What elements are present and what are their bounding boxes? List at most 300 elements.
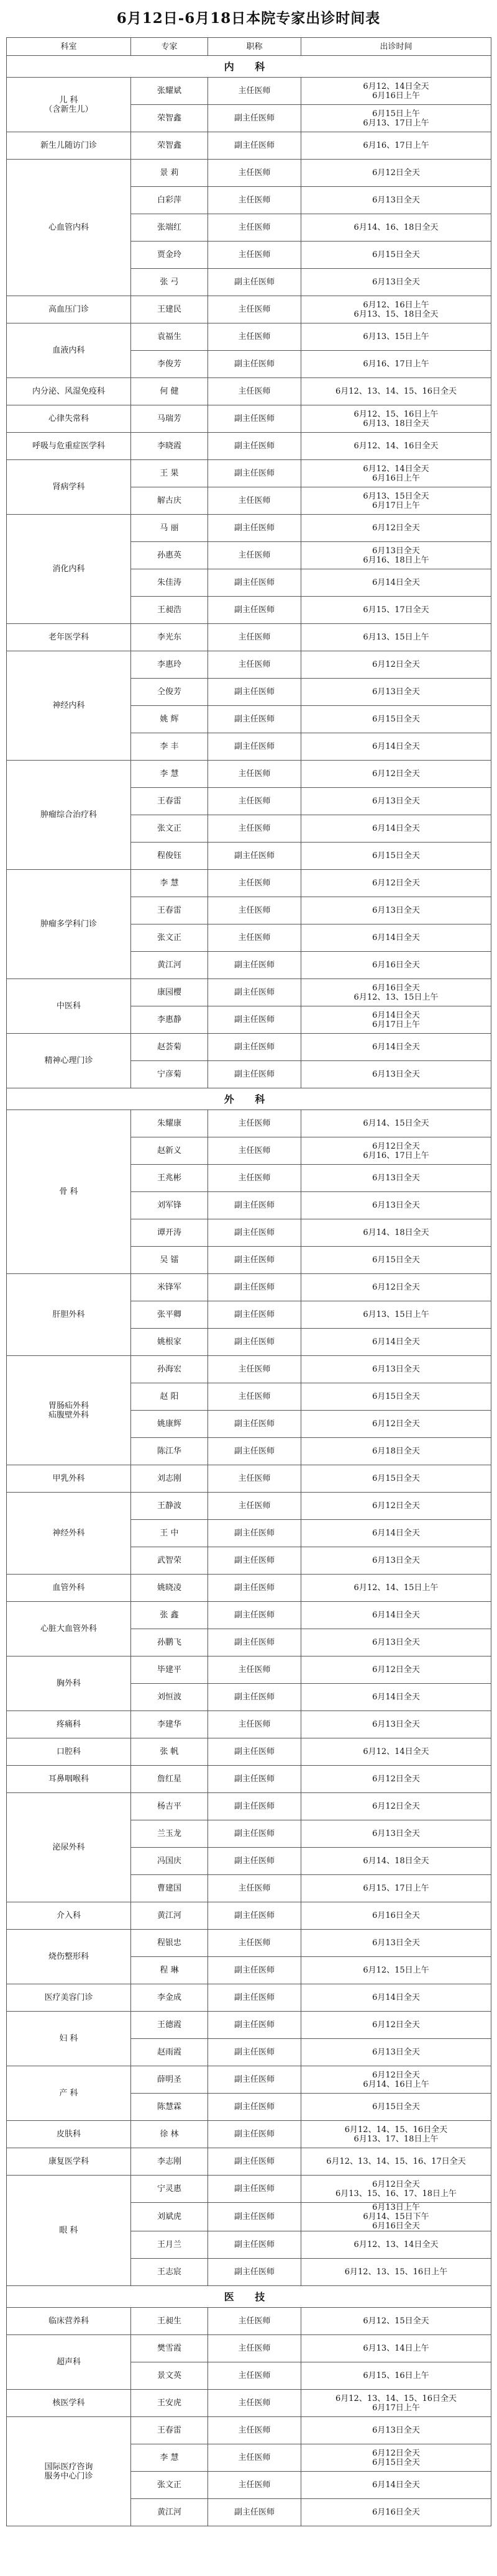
table-row xyxy=(7,1902,491,1930)
expert-cell: 景文英 xyxy=(131,2362,208,2390)
expert-cell: 王 果 xyxy=(131,460,208,487)
title-cell: 主任医师 xyxy=(208,651,301,679)
expert-cell: 李晓霞 xyxy=(131,433,208,460)
expert-cell: 袁福生 xyxy=(131,323,208,351)
expert-cell: 张文正 xyxy=(131,2472,208,2499)
header-row xyxy=(7,38,491,56)
title-cell: 副主任医师 xyxy=(208,1820,301,1848)
dept-cell: 肿瘤多学科门诊 xyxy=(7,870,131,979)
table-row xyxy=(7,433,491,460)
title-cell: 副主任医师 xyxy=(208,1793,301,1820)
title-cell: 主任医师 xyxy=(208,1356,301,1383)
expert-cell: 王建民 xyxy=(131,296,208,323)
title-cell: 副主任医师 xyxy=(208,1034,301,1061)
dept-cell: 医疗美容门诊 xyxy=(7,1984,131,2012)
title-cell: 主任医师 xyxy=(208,788,301,815)
time-cell: 6月14日全天 xyxy=(301,1984,491,2012)
expert-cell: 贾金玲 xyxy=(131,242,208,269)
dept-cell: 内分泌、风湿免疫科 xyxy=(7,378,131,405)
time-cell: 6月14、16、18日全天 xyxy=(301,214,491,242)
title-cell: 主任医师 xyxy=(208,323,301,351)
expert-cell: 刘斌虎 xyxy=(131,2203,208,2231)
table-row xyxy=(7,1602,491,1629)
table-row xyxy=(7,2176,491,2203)
title-cell: 副主任医师 xyxy=(208,2259,301,2286)
expert-cell: 张文正 xyxy=(131,815,208,843)
dept-cell: 高血压门诊 xyxy=(7,296,131,323)
dept-cell: 老年医学科 xyxy=(7,624,131,651)
title-cell: 副主任医师 xyxy=(208,1061,301,1088)
time-cell: 6月13日全天 xyxy=(301,1820,491,1848)
title-cell: 副主任医师 xyxy=(208,952,301,979)
time-cell: 6月15日全天 xyxy=(301,1383,491,1411)
time-cell: 6月13日全天 6月16、18日上午 xyxy=(301,542,491,569)
title-cell: 主任医师 xyxy=(208,624,301,651)
table-row xyxy=(7,1575,491,1602)
title-cell: 副主任医师 xyxy=(208,132,301,160)
time-cell: 6月12日全天 6月16、17日上午 xyxy=(301,1137,491,1165)
expert-cell: 刘志刚 xyxy=(131,1465,208,1493)
dept-cell: 肿瘤综合治疗科 xyxy=(7,761,131,870)
expert-cell: 解古庆 xyxy=(131,487,208,515)
table-row xyxy=(7,1766,491,1793)
expert-cell: 张 弓 xyxy=(131,269,208,296)
title-cell: 副主任医师 xyxy=(208,1575,301,1602)
expert-cell: 姚康辉 xyxy=(131,1411,208,1438)
dept-cell: 口腔科 xyxy=(7,1738,131,1766)
dept-cell: 疼痛科 xyxy=(7,1711,131,1738)
time-cell: 6月14日全天 xyxy=(301,1329,491,1356)
expert-cell: 王昶浩 xyxy=(131,597,208,624)
expert-cell: 程 琳 xyxy=(131,1957,208,1984)
page-title: 6月12日-6月18日本院专家出诊时间表 xyxy=(116,10,381,27)
expert-cell: 宁彦菊 xyxy=(131,1061,208,1088)
expert-cell: 张 鑫 xyxy=(131,1602,208,1629)
time-cell: 6月12日全天 6月14、16日上午 xyxy=(301,2066,491,2094)
table-row xyxy=(7,2417,491,2444)
dept-cell: 耳鼻咽喉科 xyxy=(7,1766,131,1793)
time-cell: 6月12日全天 xyxy=(301,1493,491,1520)
time-cell: 6月12、13、14日全天 xyxy=(301,2231,491,2259)
title-cell: 副主任医师 xyxy=(208,1438,301,1465)
table-row xyxy=(7,296,491,323)
expert-cell: 杨吉平 xyxy=(131,1793,208,1820)
expert-cell: 李 丰 xyxy=(131,733,208,761)
title-cell: 主任医师 xyxy=(208,78,301,105)
time-cell: 6月12日全天 xyxy=(301,1793,491,1820)
expert-cell: 景 莉 xyxy=(131,160,208,187)
table-row xyxy=(7,1656,491,1684)
table-row xyxy=(7,1356,491,1383)
dept-cell: 临床营养科 xyxy=(7,2308,131,2335)
title-cell: 主任医师 xyxy=(208,1930,301,1957)
time-cell: 6月12、16日上午 6月13、15、18日全天 xyxy=(301,296,491,323)
section-title: 内 科 xyxy=(7,56,491,78)
dept-cell: 泌尿外科 xyxy=(7,1793,131,1902)
time-cell: 6月13日全天 xyxy=(301,1629,491,1656)
expert-cell: 冯国庆 xyxy=(131,1848,208,1875)
time-cell: 6月14日全天 6月17日上午 xyxy=(301,1006,491,1034)
title-cell: 副主任医师 xyxy=(208,1329,301,1356)
time-cell: 6月12、15日上午 xyxy=(301,1957,491,1984)
table-row xyxy=(7,323,491,351)
time-cell: 6月12日全天 6月13、15、16、17、18日上午 xyxy=(301,2176,491,2203)
expert-cell: 李惠玲 xyxy=(131,651,208,679)
time-cell: 6月12日全天 xyxy=(301,761,491,788)
expert-cell: 刘军锋 xyxy=(131,1192,208,1219)
expert-cell: 李建华 xyxy=(131,1711,208,1738)
dept-cell: 神经内科 xyxy=(7,651,131,761)
time-cell: 6月14日全天 xyxy=(301,1520,491,1547)
time-cell: 6月14日全天 xyxy=(301,815,491,843)
expert-cell: 王春雷 xyxy=(131,897,208,924)
title-cell: 副主任医师 xyxy=(208,2148,301,2176)
expert-cell: 赵雨霞 xyxy=(131,2039,208,2066)
title-cell: 副主任医师 xyxy=(208,733,301,761)
title-cell: 副主任医师 xyxy=(208,569,301,597)
table-row xyxy=(7,378,491,405)
title-cell: 副主任医师 xyxy=(208,1520,301,1547)
dept-cell: 呼吸与危重症医学科 xyxy=(7,433,131,460)
header-time: 出诊时间 xyxy=(301,38,491,56)
title-cell: 主任医师 xyxy=(208,897,301,924)
title-cell: 副主任医师 xyxy=(208,1738,301,1766)
table-row xyxy=(7,1110,491,1137)
table-row xyxy=(7,870,491,897)
title-cell: 副主任医师 xyxy=(208,1902,301,1930)
expert-cell: 黄江河 xyxy=(131,2499,208,2526)
time-cell: 6月13日全天 xyxy=(301,1711,491,1738)
expert-cell: 王志宸 xyxy=(131,2259,208,2286)
dept-cell: 肝胆外科 xyxy=(7,1274,131,1356)
dept-cell: 肾病学科 xyxy=(7,460,131,515)
time-cell: 6月12日全天 xyxy=(301,1411,491,1438)
dept-cell: 骨 科 xyxy=(7,1110,131,1274)
title-cell: 副主任医师 xyxy=(208,433,301,460)
time-cell: 6月16日全天 xyxy=(301,952,491,979)
schedule-table xyxy=(6,37,491,2526)
title-cell: 副主任医师 xyxy=(208,1192,301,1219)
title-cell: 主任医师 xyxy=(208,242,301,269)
time-cell: 6月12、14日全天 6月16日上午 xyxy=(301,78,491,105)
expert-cell: 荣智鑫 xyxy=(131,105,208,132)
time-cell: 6月18日全天 xyxy=(301,1438,491,1465)
title-cell: 主任医师 xyxy=(208,924,301,952)
table-row xyxy=(7,78,491,105)
time-cell: 6月14日全天 xyxy=(301,924,491,952)
time-cell: 6月15日全天 xyxy=(301,1247,491,1274)
title-cell: 副主任医师 xyxy=(208,2066,301,2094)
title-cell: 副主任医师 xyxy=(208,1684,301,1711)
title-cell: 主任医师 xyxy=(208,187,301,214)
expert-cell: 樊雪霞 xyxy=(131,2335,208,2362)
title-cell: 主任医师 xyxy=(208,815,301,843)
expert-cell: 王春雷 xyxy=(131,2417,208,2444)
time-cell: 6月13日全天 xyxy=(301,2039,491,2066)
time-cell: 6月12日全天 xyxy=(301,1656,491,1684)
title-cell: 副主任医师 xyxy=(208,2094,301,2121)
expert-cell: 王 中 xyxy=(131,1520,208,1547)
title-cell: 副主任医师 xyxy=(208,1219,301,1247)
title-cell: 副主任医师 xyxy=(208,269,301,296)
table-row xyxy=(7,132,491,160)
title-cell: 副主任医师 xyxy=(208,1957,301,1984)
title-cell: 主任医师 xyxy=(208,2308,301,2335)
time-cell: 6月15日全天 xyxy=(301,2094,491,2121)
title-cell: 主任医师 xyxy=(208,296,301,323)
time-cell: 6月12、14日全天 xyxy=(301,1738,491,1766)
title-cell: 主任医师 xyxy=(208,378,301,405)
dept-cell: 超声科 xyxy=(7,2335,131,2390)
expert-cell: 马 丽 xyxy=(131,515,208,542)
time-cell: 6月12日全天 xyxy=(301,515,491,542)
expert-cell: 荣智鑫 xyxy=(131,132,208,160)
dept-cell: 血液内科 xyxy=(7,323,131,378)
expert-cell: 李 慧 xyxy=(131,870,208,897)
expert-cell: 李金成 xyxy=(131,1984,208,2012)
title-cell: 主任医师 xyxy=(208,1493,301,1520)
time-cell: 6月12日全天 xyxy=(301,1274,491,1301)
dept-cell: 妇 科 xyxy=(7,2012,131,2066)
expert-cell: 王安虎 xyxy=(131,2390,208,2417)
title-cell: 主任医师 xyxy=(208,2335,301,2362)
expert-cell: 宁灵惠 xyxy=(131,2176,208,2203)
title-cell: 主任医师 xyxy=(208,1383,301,1411)
expert-cell: 陈慧霖 xyxy=(131,2094,208,2121)
dept-cell: 中医科 xyxy=(7,979,131,1034)
title-cell: 主任医师 xyxy=(208,2472,301,2499)
section-row xyxy=(7,1088,491,1110)
time-cell: 6月12、13、14、15、16日全天 6月17日上午 xyxy=(301,2390,491,2417)
time-cell: 6月12、14日全天 6月16日上午 xyxy=(301,460,491,487)
title-cell: 副主任医师 xyxy=(208,1411,301,1438)
title-cell: 副主任医师 xyxy=(208,1006,301,1034)
dept-cell: 心血管内科 xyxy=(7,160,131,296)
time-cell: 6月12、15、16日上午 6月13、18日全天 xyxy=(301,405,491,433)
expert-cell: 李俊芳 xyxy=(131,351,208,378)
time-cell: 6月13日全天 xyxy=(301,1192,491,1219)
title-cell: 副主任医师 xyxy=(208,597,301,624)
time-cell: 6月15日全天 xyxy=(301,1465,491,1493)
expert-cell: 赵新义 xyxy=(131,1137,208,1165)
time-cell: 6月14日全天 xyxy=(301,1602,491,1629)
expert-cell: 姚晓凌 xyxy=(131,1575,208,1602)
title-cell: 副主任医师 xyxy=(208,460,301,487)
expert-cell: 孙惠英 xyxy=(131,542,208,569)
time-cell: 6月12日全天 xyxy=(301,1766,491,1793)
title-cell: 副主任医师 xyxy=(208,2499,301,2526)
time-cell: 6月14日全天 xyxy=(301,1684,491,1711)
dept-cell: 烧伤整形科 xyxy=(7,1930,131,1984)
table-row xyxy=(7,761,491,788)
dept-cell: 核医学科 xyxy=(7,2390,131,2417)
table-row xyxy=(7,1274,491,1301)
title-cell: 副主任医师 xyxy=(208,1766,301,1793)
title-cell: 副主任医师 xyxy=(208,1547,301,1575)
expert-cell: 白彩萍 xyxy=(131,187,208,214)
table-row xyxy=(7,1465,491,1493)
title-cell: 主任医师 xyxy=(208,870,301,897)
expert-cell: 陈江华 xyxy=(131,1438,208,1465)
title-cell: 副主任医师 xyxy=(208,2039,301,2066)
expert-cell: 程银忠 xyxy=(131,1930,208,1957)
expert-cell: 程俊钰 xyxy=(131,843,208,870)
time-cell: 6月12、14、15日上午 xyxy=(301,1575,491,1602)
dept-cell: 胃肠疝外科 疝腹壁外科 xyxy=(7,1356,131,1465)
expert-cell: 仝俊芳 xyxy=(131,679,208,706)
time-cell: 6月14、15日全天 xyxy=(301,1110,491,1137)
dept-cell: 血管外科 xyxy=(7,1575,131,1602)
expert-cell: 朱佳涛 xyxy=(131,569,208,597)
time-cell: 6月14日全天 xyxy=(301,1034,491,1061)
expert-cell: 马瑞芳 xyxy=(131,405,208,433)
time-cell: 6月12日全天 6月15日全天 xyxy=(301,2444,491,2472)
title-cell: 副主任医师 xyxy=(208,843,301,870)
time-cell: 6月16日全天 xyxy=(301,2499,491,2526)
table-row xyxy=(7,624,491,651)
title-cell: 主任医师 xyxy=(208,761,301,788)
time-cell: 6月13日全天 xyxy=(301,187,491,214)
title-cell: 主任医师 xyxy=(208,1711,301,1738)
time-cell: 6月14日全天 xyxy=(301,733,491,761)
title-cell: 副主任医师 xyxy=(208,2231,301,2259)
time-cell: 6月13、15日全天 6月17日上午 xyxy=(301,487,491,515)
time-cell: 6月15日上午 6月13、17日上午 xyxy=(301,105,491,132)
title-cell: 主任医师 xyxy=(208,2390,301,2417)
title-cell: 副主任医师 xyxy=(208,706,301,733)
time-cell: 6月12、13、14、15、16、17日全天 xyxy=(301,2148,491,2176)
time-cell: 6月12、13、14、15、16日全天 xyxy=(301,378,491,405)
time-cell: 6月12日全天 xyxy=(301,870,491,897)
expert-cell: 王德霞 xyxy=(131,2012,208,2039)
title-cell: 主任医师 xyxy=(208,1875,301,1902)
table-row xyxy=(7,979,491,1006)
time-cell: 6月13日全天 xyxy=(301,1356,491,1383)
expert-cell: 李光东 xyxy=(131,624,208,651)
section-title: 医 技 xyxy=(7,2286,491,2308)
time-cell: 6月13、15日上午 xyxy=(301,323,491,351)
expert-cell: 孙鹏飞 xyxy=(131,1629,208,1656)
dept-cell: 康复医学科 xyxy=(7,2148,131,2176)
time-cell: 6月13日全天 xyxy=(301,897,491,924)
dept-cell: 神经外科 xyxy=(7,1493,131,1575)
table-row xyxy=(7,2335,491,2362)
title-cell: 副主任医师 xyxy=(208,2121,301,2148)
expert-cell: 张平卿 xyxy=(131,1301,208,1329)
title-cell: 副主任医师 xyxy=(208,351,301,378)
title-cell: 主任医师 xyxy=(208,1465,301,1493)
time-cell: 6月13日全天 xyxy=(301,1930,491,1957)
title-cell: 副主任医师 xyxy=(208,679,301,706)
time-cell: 6月15、16日上午 xyxy=(301,2362,491,2390)
dept-cell: 儿 科 （含新生儿） xyxy=(7,78,131,132)
expert-cell: 吴 镭 xyxy=(131,1247,208,1274)
dept-cell: 心律失常科 xyxy=(7,405,131,433)
time-cell: 6月12日全天 xyxy=(301,160,491,187)
expert-cell: 李 慧 xyxy=(131,761,208,788)
expert-cell: 武智荣 xyxy=(131,1547,208,1575)
table-row xyxy=(7,2148,491,2176)
time-cell: 6月13日全天 xyxy=(301,788,491,815)
time-cell: 6月16日全天 xyxy=(301,1902,491,1930)
time-cell: 6月12、15日全天 xyxy=(301,2308,491,2335)
title-cell: 主任医师 xyxy=(208,1656,301,1684)
time-cell: 6月13日全天 xyxy=(301,269,491,296)
expert-cell: 张端红 xyxy=(131,214,208,242)
time-cell: 6月13日上午 6月14、15日下午 6月16日全天 xyxy=(301,2203,491,2231)
expert-cell: 米锋军 xyxy=(131,1274,208,1301)
table-row xyxy=(7,160,491,187)
title-cell: 副主任医师 xyxy=(208,1984,301,2012)
expert-cell: 姚根家 xyxy=(131,1329,208,1356)
time-cell: 6月13、15日上午 xyxy=(301,1301,491,1329)
time-cell: 6月13、15日上午 xyxy=(301,624,491,651)
time-cell: 6月13日全天 xyxy=(301,1547,491,1575)
header-title: 职称 xyxy=(208,38,301,56)
expert-cell: 张 帆 xyxy=(131,1738,208,1766)
expert-cell: 赵 阳 xyxy=(131,1383,208,1411)
expert-cell: 毕建平 xyxy=(131,1656,208,1684)
time-cell: 6月14日全天 xyxy=(301,2472,491,2499)
expert-cell: 曹建国 xyxy=(131,1875,208,1902)
title-cell: 副主任医师 xyxy=(208,2176,301,2203)
title-cell: 副主任医师 xyxy=(208,105,301,132)
header-dept: 科室 xyxy=(7,38,131,56)
dept-cell: 甲乳外科 xyxy=(7,1465,131,1493)
time-cell: 6月15日全天 xyxy=(301,706,491,733)
title-cell: 副主任医师 xyxy=(208,979,301,1006)
time-cell: 6月12日全天 xyxy=(301,2012,491,2039)
title-cell: 主任医师 xyxy=(208,1165,301,1192)
expert-cell: 张耀斌 xyxy=(131,78,208,105)
expert-cell: 黄江河 xyxy=(131,1902,208,1930)
time-cell: 6月13日全天 xyxy=(301,1165,491,1192)
table-body xyxy=(7,56,491,2526)
time-cell: 6月12、13、15、16日上午 xyxy=(301,2259,491,2286)
table-row xyxy=(7,460,491,487)
time-cell: 6月16、17日上午 xyxy=(301,351,491,378)
table-row xyxy=(7,651,491,679)
expert-cell: 朱耀康 xyxy=(131,1110,208,1137)
expert-cell: 兰玉龙 xyxy=(131,1820,208,1848)
time-cell: 6月13、14日上午 xyxy=(301,2335,491,2362)
expert-cell: 李惠静 xyxy=(131,1006,208,1034)
title-cell: 主任医师 xyxy=(208,160,301,187)
time-cell: 6月14、18日全天 xyxy=(301,1848,491,1875)
time-cell: 6月13日全天 xyxy=(301,1061,491,1088)
title-cell: 主任医师 xyxy=(208,214,301,242)
table-row xyxy=(7,1930,491,1957)
table-row xyxy=(7,2012,491,2039)
time-cell: 6月15日全天 xyxy=(301,843,491,870)
time-cell: 6月15、17日上午 xyxy=(301,1875,491,1902)
expert-cell: 徐 林 xyxy=(131,2121,208,2148)
time-cell: 6月14、18日全天 xyxy=(301,1219,491,1247)
section-title: 外 科 xyxy=(7,1088,491,1110)
header-expert: 专家 xyxy=(131,38,208,56)
time-cell: 6月13日全天 xyxy=(301,679,491,706)
table-row xyxy=(7,1738,491,1766)
table-row xyxy=(7,515,491,542)
table-row xyxy=(7,2390,491,2417)
table-row xyxy=(7,1984,491,2012)
title-cell: 副主任医师 xyxy=(208,405,301,433)
dept-cell: 介入科 xyxy=(7,1902,131,1930)
time-cell: 6月15日全天 xyxy=(301,242,491,269)
title-cell: 副主任医师 xyxy=(208,1247,301,1274)
dept-cell: 新生儿随访门诊 xyxy=(7,132,131,160)
title-cell: 主任医师 xyxy=(208,2362,301,2390)
